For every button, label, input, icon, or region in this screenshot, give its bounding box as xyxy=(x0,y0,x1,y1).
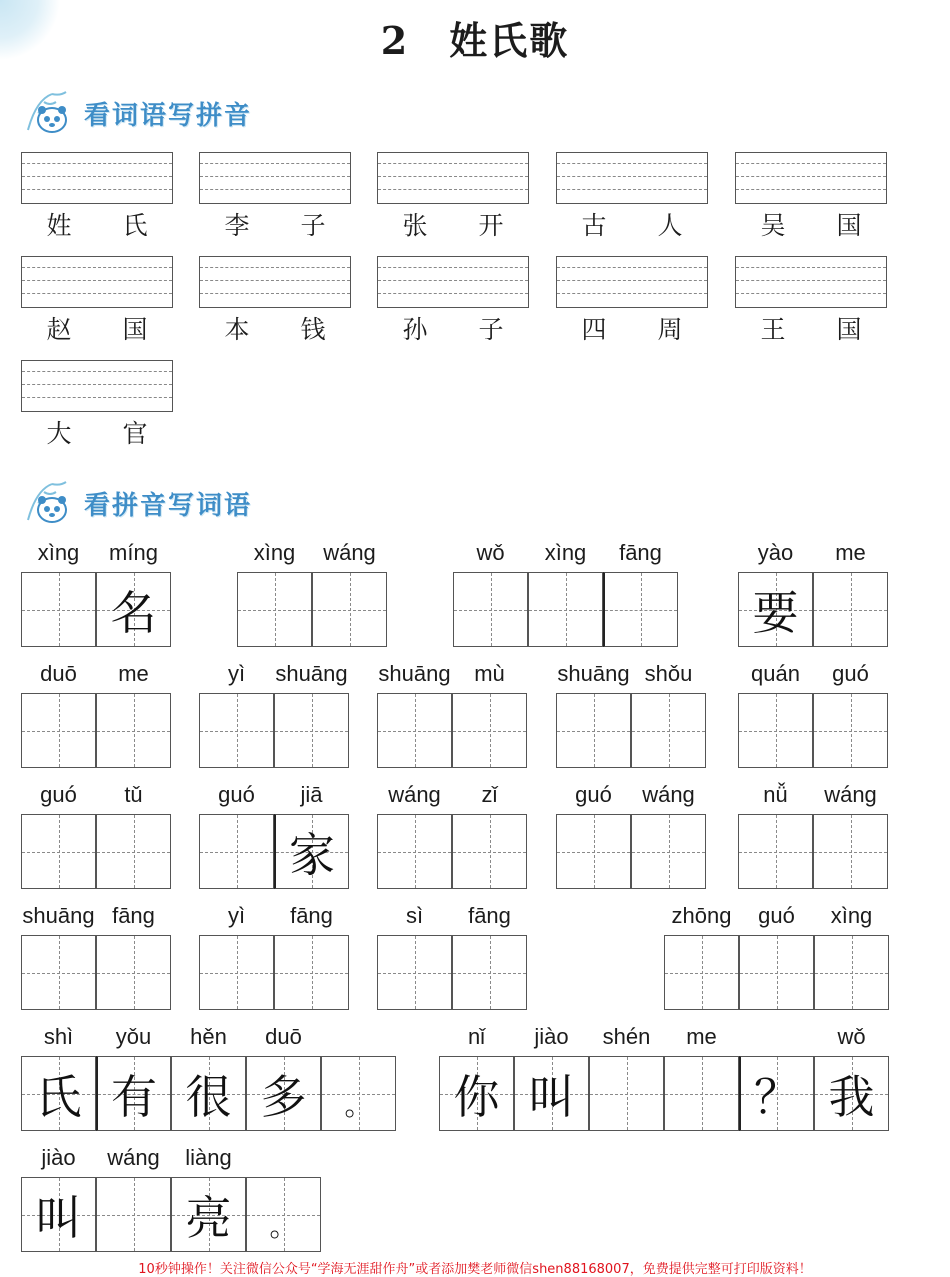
word-character: 国 xyxy=(836,315,862,344)
character-cell-empty[interactable] xyxy=(556,814,631,889)
character-cell-empty[interactable] xyxy=(377,814,452,889)
character-cell-empty[interactable] xyxy=(813,814,888,889)
character-cell-empty[interactable] xyxy=(237,572,312,647)
pinyin-label: guó xyxy=(40,782,77,807)
word-character: 子 xyxy=(478,315,504,344)
pinyin-label: duō xyxy=(40,661,77,686)
given-character: 亮 xyxy=(185,1190,232,1245)
word-character: 孙 xyxy=(402,315,428,344)
word-character: 王 xyxy=(760,315,786,344)
character-cell-empty[interactable] xyxy=(528,572,603,647)
word-character: 官 xyxy=(122,419,148,448)
pinyin-answer-box[interactable] xyxy=(735,152,887,204)
pinyin-label: xìng xyxy=(544,540,587,565)
pinyin-label: quán xyxy=(751,661,800,686)
character-cell-empty[interactable] xyxy=(452,935,527,1010)
word-character: 本 xyxy=(224,315,250,344)
pinyin-label: yì xyxy=(227,903,246,928)
pinyin-label: wáng xyxy=(388,782,441,807)
pinyin-answer-box[interactable] xyxy=(21,152,173,204)
given-character: 有 xyxy=(111,1069,157,1124)
word-item xyxy=(377,310,529,346)
pinyin-label: duō xyxy=(265,1024,302,1049)
character-cell-empty[interactable] xyxy=(96,935,171,1010)
pinyin-answer-box[interactable] xyxy=(377,152,529,204)
word-character: 赵 xyxy=(46,315,72,344)
pinyin-label: míng xyxy=(109,540,158,565)
given-character: 氏 xyxy=(35,1069,82,1124)
pinyin-label: fāng xyxy=(112,903,155,928)
pinyin-label: guó xyxy=(758,903,795,928)
given-character: 很 xyxy=(185,1069,232,1124)
pinyin-answer-box[interactable] xyxy=(21,256,173,308)
pinyin-label: zǐ xyxy=(481,782,498,807)
character-cell-empty[interactable] xyxy=(813,693,888,768)
pinyin-answer-box[interactable] xyxy=(199,256,351,308)
character-cell-filled xyxy=(21,1177,96,1252)
pinyin-label: me xyxy=(686,1024,717,1049)
character-cell-empty[interactable] xyxy=(199,935,274,1010)
pinyin-label: shuāng xyxy=(378,661,451,686)
word-item xyxy=(735,310,887,346)
character-cell-empty[interactable] xyxy=(631,693,706,768)
word-item xyxy=(199,310,351,346)
given-character: 家 xyxy=(289,827,335,882)
character-cell-empty[interactable] xyxy=(814,935,889,1010)
pinyin-label: fāng xyxy=(290,903,333,928)
word-item xyxy=(556,310,708,346)
word-character: 人 xyxy=(657,211,683,240)
word-character: 姓 xyxy=(46,211,72,240)
character-cell-filled xyxy=(171,1056,246,1131)
word-item xyxy=(556,206,708,242)
character-cell-empty[interactable] xyxy=(664,1056,739,1131)
character-cell-empty[interactable] xyxy=(312,572,387,647)
character-cell-filled xyxy=(246,1177,321,1252)
pinyin-label: wǒ xyxy=(476,540,505,565)
pinyin-label: tǔ xyxy=(124,782,143,807)
pinyin-label: mù xyxy=(474,661,505,686)
panda-bamboo-icon xyxy=(22,90,80,136)
character-cell-filled xyxy=(439,1056,514,1131)
pinyin-label: guó xyxy=(218,782,255,807)
word-character: 四 xyxy=(581,315,607,344)
pinyin-label: guó xyxy=(575,782,612,807)
character-cell-empty[interactable] xyxy=(738,814,813,889)
character-cell-empty[interactable] xyxy=(452,693,527,768)
pinyin-label: wáng xyxy=(323,540,376,565)
given-character: 要 xyxy=(752,585,799,640)
word-item xyxy=(199,206,351,242)
character-cell-empty[interactable] xyxy=(377,693,452,768)
character-cell-empty[interactable] xyxy=(21,814,96,889)
pinyin-label: shén xyxy=(602,1024,651,1049)
pinyin-label: xìng xyxy=(37,540,80,565)
pinyin-label: shì xyxy=(43,1024,74,1049)
pinyin-answer-box[interactable] xyxy=(199,152,351,204)
word-character: 国 xyxy=(122,315,148,344)
pinyin-answer-box[interactable] xyxy=(556,152,708,204)
given-character: 我 xyxy=(828,1069,875,1124)
pinyin-label: sì xyxy=(405,903,424,928)
word-character: 李 xyxy=(224,211,250,240)
character-cell-empty[interactable] xyxy=(738,693,813,768)
footer-notice: 10秒钟操作！关注微信公众号“学海无涯甜作舟”或者添加樊老师微信shen88168007，免费提供完整可打印版资料！ xyxy=(138,1262,812,1277)
word-character: 大 xyxy=(46,419,72,448)
pinyin-label: me xyxy=(118,661,149,686)
given-character: 名 xyxy=(110,585,157,640)
pinyin-label: wáng xyxy=(642,782,695,807)
given-character: 。 xyxy=(269,1210,298,1243)
section-title: 看词语写拼音 xyxy=(84,100,253,131)
word-item xyxy=(21,206,173,242)
word-character: 子 xyxy=(300,211,326,240)
pinyin-label: nǚ xyxy=(763,782,788,807)
pinyin-label: wáng xyxy=(107,1145,160,1170)
pinyin-label: jiào xyxy=(534,1024,569,1049)
character-cell-filled xyxy=(96,572,171,647)
pinyin-label: wáng xyxy=(824,782,877,807)
character-cell-empty[interactable] xyxy=(603,572,678,647)
character-cell-empty[interactable] xyxy=(96,1177,171,1252)
character-cell-filled xyxy=(739,1056,814,1131)
character-cell-empty[interactable] xyxy=(556,693,631,768)
panda-bamboo-icon xyxy=(22,480,80,526)
given-character: 。 xyxy=(344,1089,373,1122)
word-item xyxy=(377,206,529,242)
character-cell-filled xyxy=(96,1056,171,1131)
word-character: 开 xyxy=(478,211,504,240)
pinyin-label: yǒu xyxy=(115,1024,152,1049)
word-character: 古 xyxy=(581,211,607,240)
character-cell-empty[interactable] xyxy=(21,693,96,768)
pinyin-label: shuāng xyxy=(22,903,95,928)
character-cell-filled xyxy=(21,1056,96,1131)
pinyin-label: zhōng xyxy=(671,903,732,928)
pinyin-label: xìng xyxy=(253,540,296,565)
pinyin-label: hěn xyxy=(190,1024,227,1049)
character-cell-filled xyxy=(814,1056,889,1131)
section-header-words xyxy=(22,478,252,528)
character-cell-empty[interactable] xyxy=(199,814,274,889)
character-cell-filled xyxy=(246,1056,321,1131)
character-cell-empty[interactable] xyxy=(739,935,814,1010)
word-item xyxy=(21,414,173,450)
pinyin-label: shuāng xyxy=(557,661,630,686)
character-cell-filled xyxy=(738,572,813,647)
pinyin-label: jiā xyxy=(300,782,323,807)
word-character: 周 xyxy=(657,315,683,344)
character-cell-empty[interactable] xyxy=(21,572,96,647)
pinyin-label: nǐ xyxy=(467,1024,486,1049)
pinyin-label: yào xyxy=(757,540,794,565)
character-cell-empty[interactable] xyxy=(274,693,349,768)
character-cell-empty[interactable] xyxy=(21,935,96,1010)
character-cell-empty[interactable] xyxy=(274,935,349,1010)
pinyin-answer-box[interactable] xyxy=(735,256,887,308)
character-cell-empty[interactable] xyxy=(813,572,888,647)
character-cell-empty[interactable] xyxy=(664,935,739,1010)
pinyin-label: guó xyxy=(832,661,869,686)
given-character: 你 xyxy=(453,1069,500,1124)
pinyin-label: fāng xyxy=(619,540,662,565)
given-character: 叫 xyxy=(528,1069,575,1124)
page-title: 2 姓氏歌 xyxy=(380,18,570,63)
section-header-pinyin xyxy=(22,88,252,138)
pinyin-answer-box[interactable] xyxy=(21,360,173,412)
given-character: 多 xyxy=(260,1069,307,1124)
character-cell-empty[interactable] xyxy=(589,1056,664,1131)
character-cell-filled xyxy=(321,1056,396,1131)
pinyin-answer-box[interactable] xyxy=(377,256,529,308)
given-character: ？ xyxy=(754,1069,800,1124)
character-cell-empty[interactable] xyxy=(96,814,171,889)
word-character: 国 xyxy=(836,211,862,240)
pinyin-label: me xyxy=(835,540,866,565)
character-cell-empty[interactable] xyxy=(631,814,706,889)
word-item xyxy=(21,310,173,346)
pinyin-label: jiào xyxy=(41,1145,76,1170)
character-cell-empty[interactable] xyxy=(199,693,274,768)
character-cell-filled xyxy=(274,814,349,889)
pinyin-label: liàng xyxy=(185,1145,232,1170)
character-cell-filled xyxy=(171,1177,246,1252)
word-character: 吴 xyxy=(760,211,786,240)
given-character: 叫 xyxy=(35,1190,82,1245)
pinyin-label: fāng xyxy=(468,903,511,928)
character-cell-empty[interactable] xyxy=(377,935,452,1010)
word-character: 张 xyxy=(402,211,428,240)
pinyin-label: wǒ xyxy=(837,1024,866,1049)
pinyin-label: xìng xyxy=(830,903,873,928)
character-cell-empty[interactable] xyxy=(452,814,527,889)
character-cell-empty[interactable] xyxy=(96,693,171,768)
word-item xyxy=(735,206,887,242)
section-title: 看拼音写词语 xyxy=(84,490,253,521)
pinyin-label: yì xyxy=(227,661,246,686)
pinyin-answer-box[interactable] xyxy=(556,256,708,308)
character-cell-empty[interactable] xyxy=(453,572,528,647)
character-cell-filled xyxy=(514,1056,589,1131)
pinyin-label: shuāng xyxy=(275,661,348,686)
word-character: 钱 xyxy=(300,315,326,344)
word-character: 氏 xyxy=(122,211,148,240)
pinyin-label: shǒu xyxy=(644,661,693,686)
